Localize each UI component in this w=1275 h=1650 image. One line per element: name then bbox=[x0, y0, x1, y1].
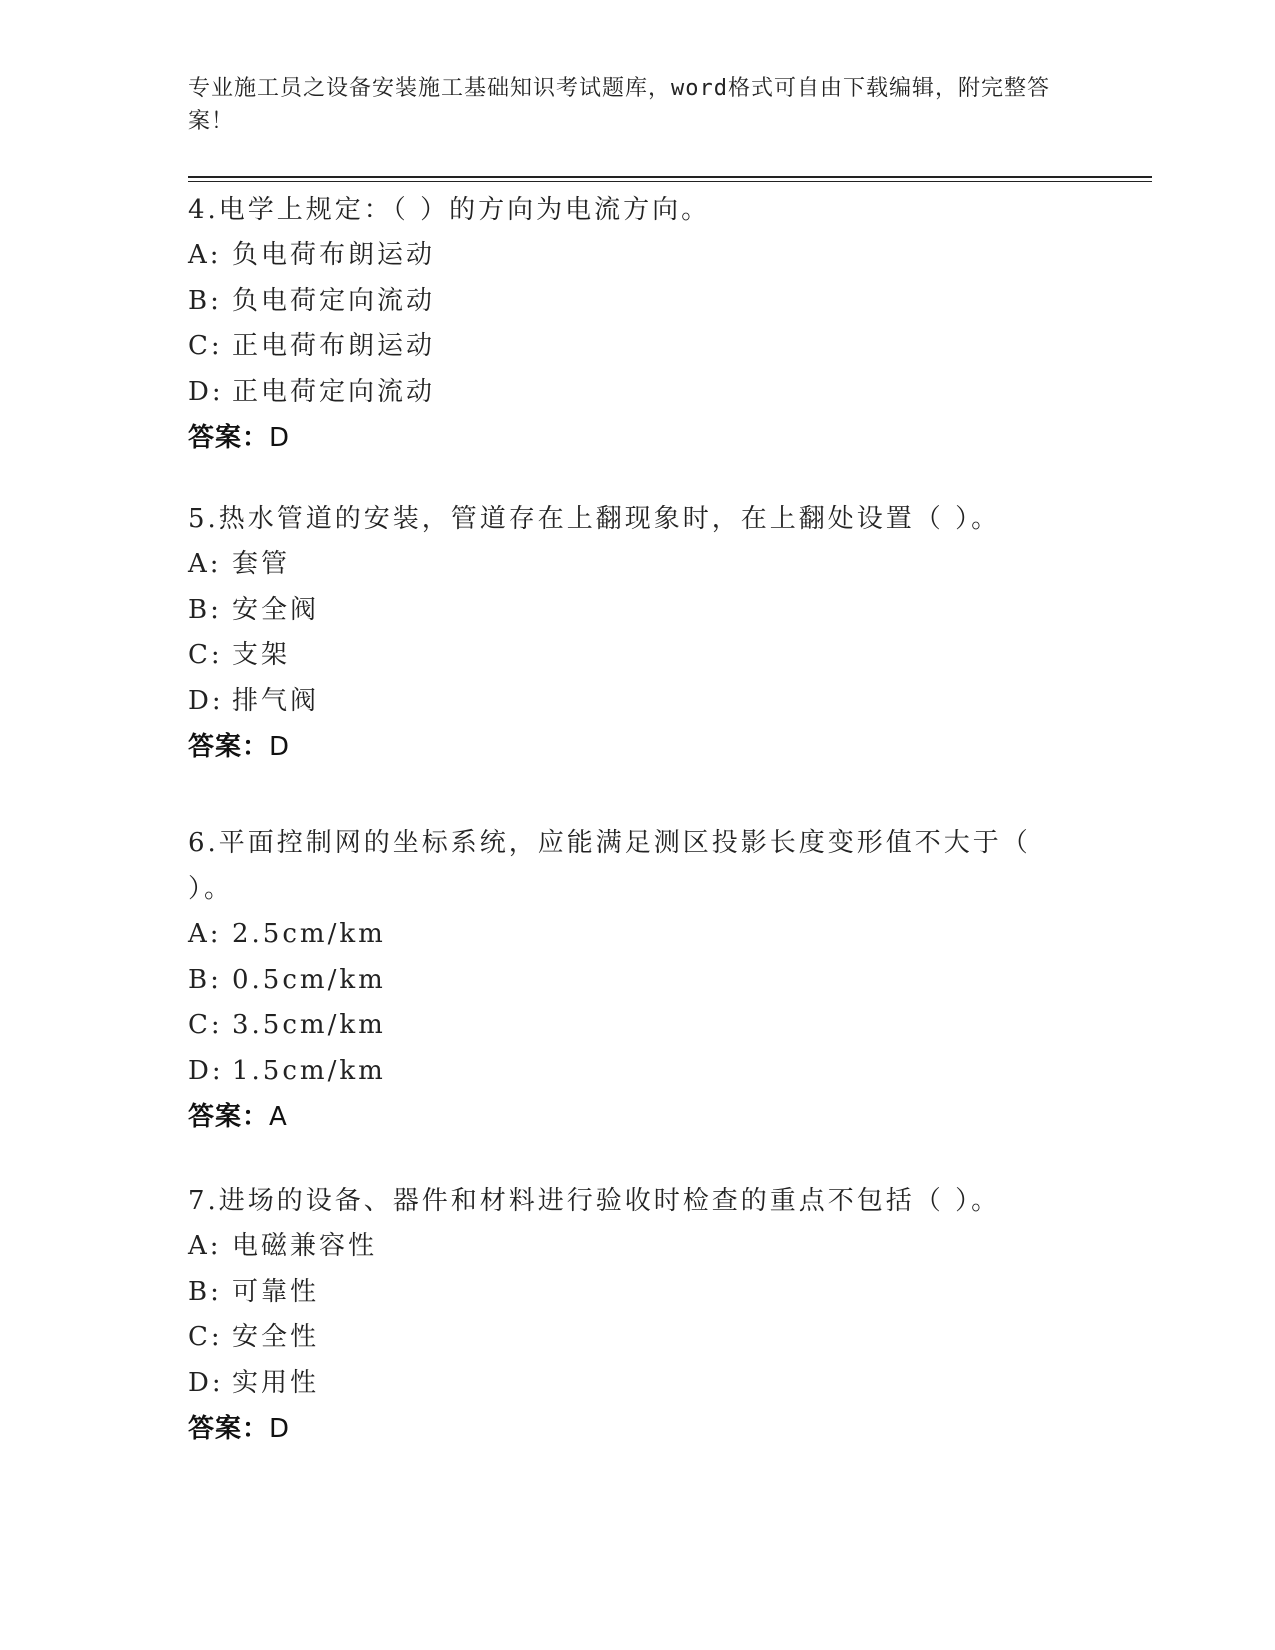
option-key: C: bbox=[188, 1322, 223, 1352]
option-key: A: bbox=[188, 919, 222, 949]
option-text: 1.5cm/km bbox=[232, 1055, 386, 1086]
option-c bbox=[188, 324, 1088, 370]
option-text: 套管 bbox=[232, 549, 291, 579]
option-a bbox=[188, 912, 1068, 958]
option-text: 可靠性 bbox=[232, 1276, 320, 1307]
option-text: 3.5cm/km bbox=[232, 1010, 386, 1040]
option-c bbox=[188, 1003, 1068, 1049]
option-text: 排气阀 bbox=[232, 685, 320, 716]
option-d bbox=[188, 679, 1088, 725]
question-4 bbox=[188, 187, 1088, 461]
answer-line bbox=[188, 1406, 1088, 1452]
option-text: 实用性 bbox=[232, 1367, 320, 1398]
option-text: 正电荷定向流动 bbox=[232, 376, 436, 407]
option-key: C: bbox=[188, 1010, 223, 1040]
answer-value: D bbox=[269, 1414, 291, 1444]
option-key: B: bbox=[188, 285, 222, 316]
option-d bbox=[188, 1361, 1088, 1407]
option-text: 负电荷定向流动 bbox=[232, 285, 436, 316]
option-key: B: bbox=[188, 1276, 222, 1307]
option-key: B: bbox=[188, 594, 222, 625]
option-d bbox=[188, 1049, 1068, 1095]
option-d bbox=[188, 370, 1088, 416]
answer-line bbox=[188, 415, 1088, 461]
option-key: C: bbox=[188, 640, 223, 670]
answer-value: D bbox=[269, 732, 291, 762]
option-text: 正电荷布朗运动 bbox=[232, 331, 436, 361]
option-a bbox=[188, 1224, 1088, 1270]
option-a bbox=[188, 542, 1088, 588]
header-divider bbox=[188, 176, 1152, 178]
document-header: 专业施工员之设备安装施工基础知识考试题库，word格式可自由下载编辑，附完整答案！ bbox=[188, 76, 1050, 134]
option-key: D: bbox=[188, 1055, 224, 1086]
answer-label: 答案： bbox=[188, 732, 270, 762]
answer-label: 答案： bbox=[188, 1414, 270, 1444]
option-text: 负电荷布朗运动 bbox=[232, 240, 436, 270]
option-key: A: bbox=[188, 1231, 222, 1261]
header-divider-thin bbox=[188, 181, 1152, 182]
answer-label: 答案： bbox=[188, 1102, 270, 1132]
option-text: 支架 bbox=[232, 640, 291, 670]
option-text: 0.5cm/km bbox=[232, 964, 386, 995]
option-text: 电磁兼容性 bbox=[232, 1231, 378, 1261]
option-c bbox=[188, 1315, 1088, 1361]
option-text: 2.5cm/km bbox=[232, 919, 386, 949]
option-key: D: bbox=[188, 376, 224, 407]
question-stem: 5.热水管道的安装，管道存在上翻现象时，在上翻处设置（ ）。 bbox=[188, 504, 1001, 534]
answer-line bbox=[188, 724, 1088, 770]
option-text: 安全阀 bbox=[232, 594, 320, 625]
option-text: 安全性 bbox=[232, 1322, 320, 1352]
question-stem: 4.电学上规定：（ ）的方向为电流方向。 bbox=[188, 195, 711, 225]
answer-value: D bbox=[269, 423, 291, 453]
answer-line bbox=[188, 1094, 1068, 1140]
option-key: B: bbox=[188, 964, 222, 995]
option-a bbox=[188, 233, 1088, 279]
answer-label: 答案： bbox=[188, 423, 270, 453]
option-key: A: bbox=[188, 549, 222, 579]
option-b bbox=[188, 958, 1068, 1004]
option-b bbox=[188, 1270, 1088, 1316]
option-key: A: bbox=[188, 240, 222, 270]
question-6 bbox=[188, 820, 1068, 1140]
option-b bbox=[188, 588, 1088, 634]
question-7 bbox=[188, 1178, 1088, 1452]
question-stem: 7.进场的设备、器件和材料进行验收时检查的重点不包括（ ）。 bbox=[188, 1186, 1001, 1216]
question-5 bbox=[188, 496, 1088, 770]
answer-value: A bbox=[269, 1102, 288, 1132]
option-key: C: bbox=[188, 331, 223, 361]
option-key: D: bbox=[188, 1367, 224, 1398]
option-key: D: bbox=[188, 685, 224, 716]
question-stem: 6.平面控制网的坐标系统，应能满足测区投影长度变形值不大于（ ）。 bbox=[188, 828, 1031, 904]
option-b bbox=[188, 279, 1088, 325]
option-c bbox=[188, 633, 1088, 679]
